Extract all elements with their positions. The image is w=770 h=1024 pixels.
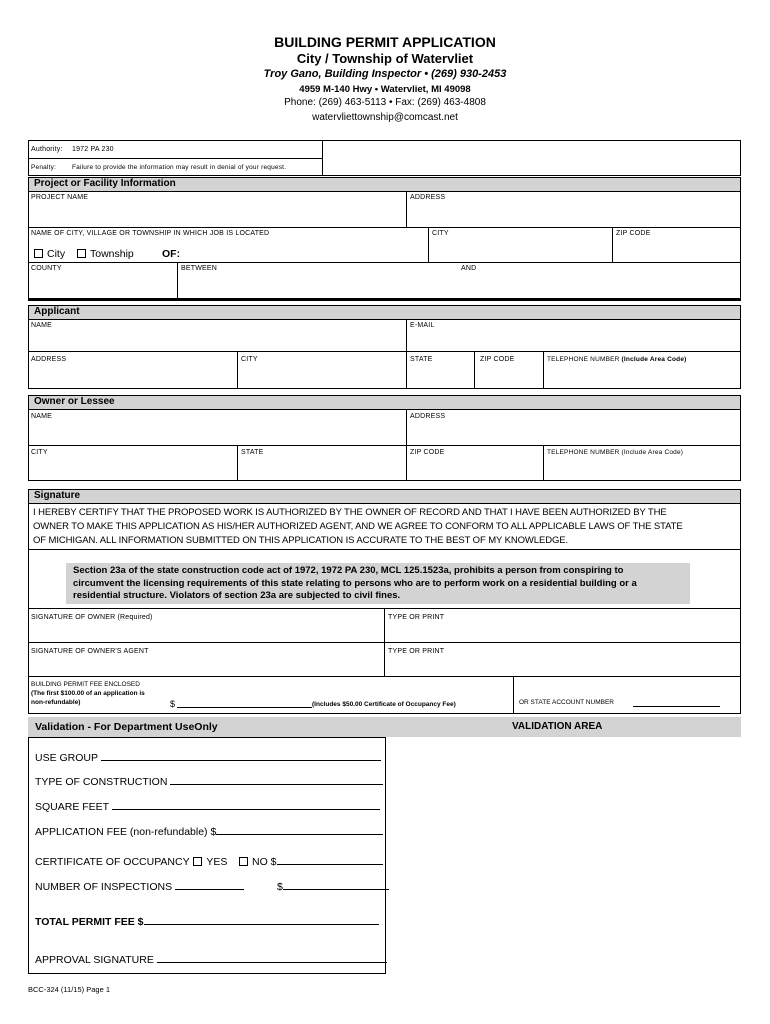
sqft-line[interactable] xyxy=(112,800,380,810)
state-account-line[interactable] xyxy=(633,706,720,707)
project-section xyxy=(28,191,741,301)
office-email: watervliettownship@comcast.net xyxy=(312,112,458,123)
cert-occupancy-row: CERTIFICATE OF OCCUPANCY YES NO $ xyxy=(35,855,383,868)
of-label: OF: xyxy=(162,248,181,260)
app-fee-row: APPLICATION FEE (non-refundable) $ xyxy=(35,825,383,838)
form-footer: BCC-324 (11/15) Page 1 xyxy=(28,985,110,994)
owner-name-label: NAME xyxy=(31,413,53,420)
owner-zip-label: ZIP CODE xyxy=(410,449,445,456)
city-option[interactable]: City xyxy=(34,248,65,260)
penalty-label: Penalty: xyxy=(31,164,57,171)
penalty-text: Failure to provide the information may result in denial of your request. xyxy=(72,164,287,171)
township-option[interactable]: Township xyxy=(77,248,134,260)
project-name-label: PROJECT NAME xyxy=(31,194,89,201)
applicant-phone-label: TELEPHONE NUMBER (Include Area Code) xyxy=(547,356,687,363)
applicant-city-label: CITY xyxy=(241,356,258,363)
owner-section-heading: Owner or Lessee xyxy=(28,395,741,410)
project-city-label: CITY xyxy=(432,230,449,237)
city-village-label: NAME OF CITY, VILLAGE OR TOWNSHIP IN WHICH JOB IS LOCATED xyxy=(31,230,270,237)
total-fee-row: TOTAL PERMIT FEE $ xyxy=(35,915,379,928)
approval-signature-line[interactable] xyxy=(157,953,387,963)
owner-address-label: ADDRESS xyxy=(410,413,446,420)
applicant-email-label: E-MAIL xyxy=(410,322,435,329)
yes-checkbox[interactable] xyxy=(193,857,202,866)
construction-line[interactable] xyxy=(170,775,383,785)
no-amount-line[interactable] xyxy=(277,855,383,865)
owner-state-label: STATE xyxy=(241,449,264,456)
use-group-line[interactable] xyxy=(101,751,381,761)
authority-label: Authority: xyxy=(31,146,63,153)
construction-row: TYPE OF CONSTRUCTION xyxy=(35,775,383,788)
owner-type-print-label: TYPE OR PRINT xyxy=(388,614,445,621)
inspections-row: NUMBER OF INSPECTIONS $ xyxy=(35,880,389,893)
owner-city-label: CITY xyxy=(31,449,48,456)
authority-value: 1972 PA 230 xyxy=(72,146,114,153)
signature-section-heading: Signature xyxy=(28,489,741,504)
fee-amount-line[interactable] xyxy=(177,707,312,708)
inspector-line: Troy Gano, Building Inspector • (269) 930-2453 xyxy=(263,68,507,80)
inspections-amount-line[interactable] xyxy=(283,880,389,890)
total-fee-line[interactable] xyxy=(144,915,379,925)
inspections-count-line[interactable] xyxy=(175,880,244,890)
agent-signature-label: SIGNATURE OF OWNER'S AGENT xyxy=(31,648,149,655)
applicant-state-label: STATE xyxy=(410,356,433,363)
validation-heading: Validation - For Department UseOnly xyxy=(35,721,218,733)
validation-area-label: VALIDATION AREA xyxy=(512,721,603,732)
app-fee-line[interactable] xyxy=(216,825,383,835)
project-address-label: ADDRESS xyxy=(410,194,446,201)
state-account-label: OR STATE ACCOUNT NUMBER xyxy=(519,699,614,706)
section-23a-notice: Section 23a of the state construction code act of 1972, 1972 PA 230, MCL 125.1523a, prohibits a person from conspiring to circumvent the licensing requirements of this state relating to persons who are to perform work on a residential building or a residential structure. Violators of section 23a are subjected to civil fines. xyxy=(73,565,637,601)
form-title: BUILDING PERMIT APPLICATION xyxy=(274,34,496,50)
fee-note: (Includes $50.00 Certificate of Occupancy Fee) xyxy=(312,701,456,708)
sqft-row: SQUARE FEET xyxy=(35,800,380,813)
applicant-section xyxy=(28,319,741,389)
approval-row: APPROVAL SIGNATURE xyxy=(35,953,387,966)
county-label: COUNTY xyxy=(31,265,62,272)
applicant-address-label: ADDRESS xyxy=(31,356,67,363)
owner-signature-label: SIGNATURE OF OWNER (Required) xyxy=(31,614,153,621)
form-subtitle: City / Township of Watervliet xyxy=(296,51,474,66)
use-group-row: USE GROUP xyxy=(35,751,381,764)
project-zip-label: ZIP CODE xyxy=(616,230,651,237)
owner-phone-label: TELEPHONE NUMBER (Include Area Code) xyxy=(547,449,684,456)
fee-dollar-sign: $ xyxy=(170,699,176,709)
office-address: 4959 M-140 Hwy • Watervliet, MI 49098 xyxy=(299,84,471,95)
project-section-heading: Project or Facility Information xyxy=(28,177,741,192)
and-label: AND xyxy=(461,265,477,272)
no-checkbox[interactable] xyxy=(239,857,248,866)
certification-text: I HEREBY CERTIFY THAT THE PROPOSED WORK IS AUTHORIZED BY THE OWNER OF RECORD AND THAT I HAVE BEEN AUTHORIZED BY THE OWNER TO MAKE THIS APPLICATION AS HIS/HER AUTHORIZED AGENT, AND WE AGREE TO CONFORM TO ALL APPLICABLE LAWS OF THE STATE OF MICHIGAN. ALL INFORMATION SUBMITTED ON THIS APPLICATION IS ACCURATE TO THE BEST OF MY KNOWLEDGE. xyxy=(33,507,683,546)
applicant-zip-label: ZIP CODE xyxy=(480,356,515,363)
applicant-section-heading: Applicant xyxy=(28,305,741,320)
between-label: BETWEEN xyxy=(181,265,218,272)
township-checkbox[interactable] xyxy=(77,249,86,258)
agent-type-print-label: TYPE OR PRINT xyxy=(388,648,445,655)
applicant-name-label: NAME xyxy=(31,322,53,329)
city-checkbox[interactable] xyxy=(34,249,43,258)
phone-fax: Phone: (269) 463-5113 • Fax: (269) 463-4808 xyxy=(284,97,486,108)
permit-fee-label: BUILDING PERMIT FEE ENCLOSED (The first $100.00 of an application is non-refundable) xyxy=(31,681,145,706)
